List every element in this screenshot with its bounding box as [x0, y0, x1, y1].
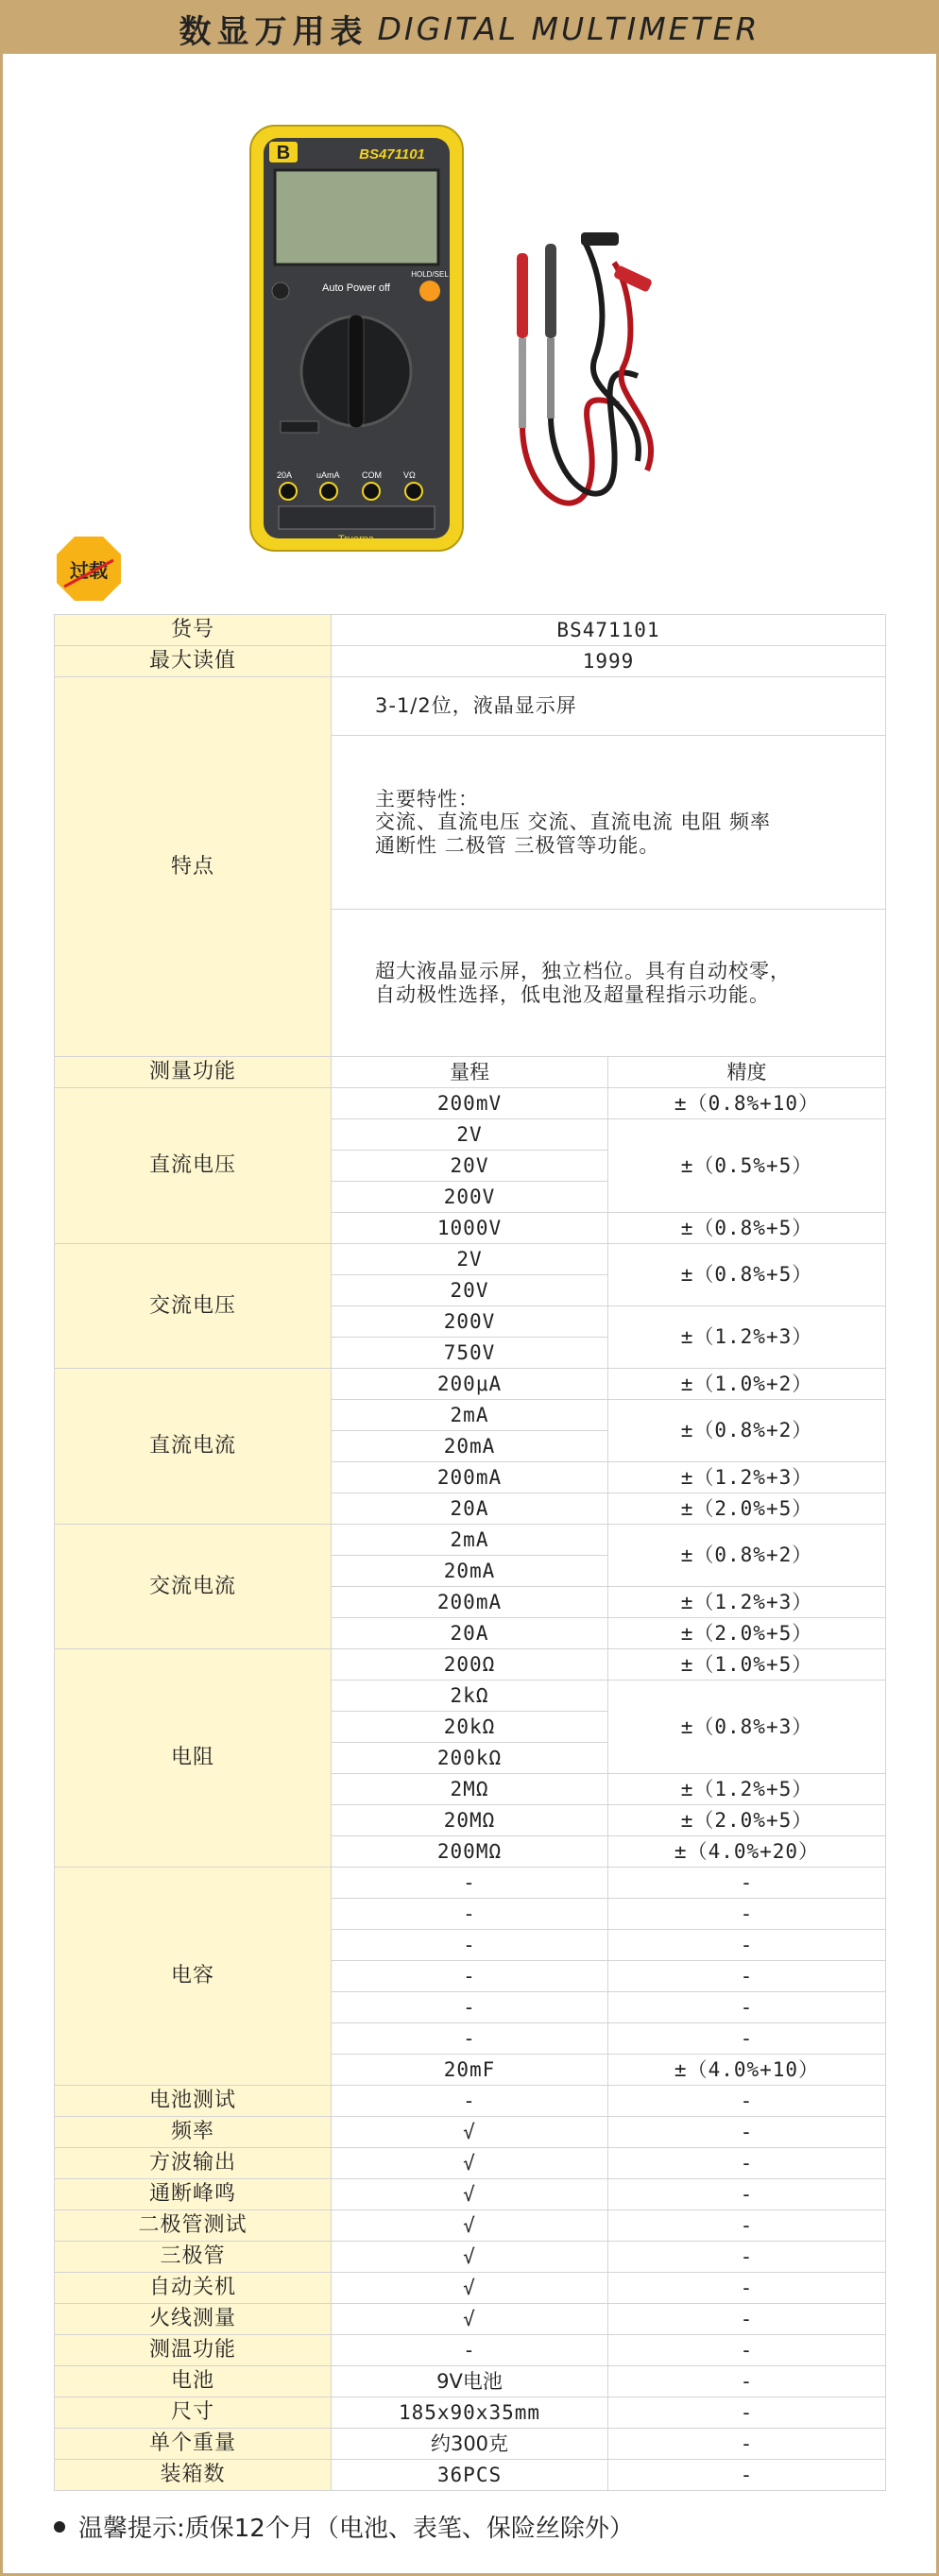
accuracy-cell: -: [608, 2242, 886, 2273]
range-cell: 20A: [332, 1618, 608, 1649]
accuracy-cell: ±（1.2%+5）: [608, 1774, 886, 1805]
accuracy-cell: -: [608, 1868, 886, 1899]
measure-function-header: 测量功能: [55, 1057, 332, 1088]
accuracy-cell: -: [608, 1992, 886, 2023]
spec-table: [54, 614, 886, 2491]
overload-badge-text: 过载: [70, 559, 108, 582]
buzzer-value: √: [332, 2179, 608, 2210]
accuracy-cell: -: [608, 2179, 886, 2210]
port-label-com: COM: [362, 470, 382, 480]
live-wire-label: 火线测量: [55, 2304, 332, 2335]
device-model-label: BS471101: [359, 146, 425, 162]
range-cell: 200V: [332, 1306, 608, 1338]
range-cell: 2kΩ: [332, 1680, 608, 1712]
max-reading-label: 最大读值: [55, 646, 332, 677]
accuracy-cell: ±（1.0%+2）: [608, 1369, 886, 1400]
sku-label: 货号: [55, 615, 332, 646]
diode-test-label: 二极管测试: [55, 2210, 332, 2242]
accuracy-cell: ±（1.2%+3）: [608, 1306, 886, 1369]
range-cell: 750V: [332, 1338, 608, 1369]
range-cell: 2V: [332, 1244, 608, 1275]
range-cell: 20mF: [332, 2055, 608, 2086]
range-cell: -: [332, 1930, 608, 1961]
accuracy-cell: -: [608, 1930, 886, 1961]
accuracy-cell: ±（2.0%+5）: [608, 1618, 886, 1649]
temperature-value: -: [332, 2335, 608, 2366]
max-reading-value: 1999: [332, 646, 886, 677]
accuracy-cell: ±（1.2%+3）: [608, 1462, 886, 1493]
accuracy-cell: -: [608, 2023, 886, 2055]
accuracy-cell: -: [608, 2210, 886, 2242]
page-header: [3, 3, 936, 54]
range-cell: 20mA: [332, 1556, 608, 1587]
features-line: 主要特性：: [375, 788, 479, 811]
accuracy-cell: ±（0.8%+3）: [608, 1680, 886, 1774]
multimeter-device: [250, 126, 463, 551]
range-cell: 200MΩ: [332, 1836, 608, 1868]
range-cell: 200V: [332, 1182, 608, 1213]
features-cell-3: [332, 910, 886, 1057]
accuracy-cell: ±（2.0%+5）: [608, 1493, 886, 1525]
brand-logo: B: [276, 143, 291, 163]
overload-badge: [55, 535, 123, 603]
test-leads: [517, 232, 653, 503]
features-cell-2: [332, 736, 886, 910]
accuracy-cell: -: [608, 1899, 886, 1930]
features-line: 自动极性选择，低电池及超量程指示功能。: [375, 982, 770, 1006]
accuracy-cell: -: [608, 1961, 886, 1992]
temperature-label: 测温功能: [55, 2335, 332, 2366]
accuracy-cell: ±（0.8%+10）: [608, 1088, 886, 1119]
range-cell: 2V: [332, 1119, 608, 1151]
weight-label: 单个重量: [55, 2429, 332, 2460]
weight-value: 约300克: [332, 2429, 608, 2460]
transistor-label: 三极管: [55, 2242, 332, 2273]
battery-test-label: 电池测试: [55, 2086, 332, 2117]
accuracy-cell: ±（1.0%+5）: [608, 1649, 886, 1680]
auto-off-value: √: [332, 2273, 608, 2304]
features-cell-1: [332, 677, 886, 736]
accuracy-cell: -: [608, 2429, 886, 2460]
hold-button-label: HOLD/SEL: [411, 270, 449, 279]
resistance-label: 电阻: [55, 1649, 332, 1868]
features-line: 交流、直流电压 交流、直流电流 电阻 频率: [375, 810, 772, 834]
features-label: 特点: [55, 677, 332, 1057]
accuracy-cell: -: [608, 2304, 886, 2335]
range-header: 量程: [332, 1057, 608, 1088]
port-label-uama: uAmA: [316, 470, 340, 480]
accuracy-cell: -: [608, 2366, 886, 2397]
transistor-value: √: [332, 2242, 608, 2273]
accuracy-header: 精度: [608, 1057, 886, 1088]
ac-voltage-label: 交流电压: [55, 1244, 332, 1369]
capacitance-label: 电容: [55, 1868, 332, 2086]
battery-label: 电池: [55, 2366, 332, 2397]
size-value: 185x90x35mm: [332, 2397, 608, 2429]
accuracy-cell: -: [608, 2086, 886, 2117]
range-cell: 2MΩ: [332, 1774, 608, 1805]
box-quantity-value: 36PCS: [332, 2460, 608, 2491]
features-line: 通断性 二极管 三极管等功能。: [375, 833, 660, 857]
buzzer-label: 通断峰鸣: [55, 2179, 332, 2210]
accuracy-cell: -: [608, 2335, 886, 2366]
range-cell: -: [332, 1961, 608, 1992]
features-line: 超大液晶显示屏，独立档位。具有自动校零，: [375, 960, 791, 983]
frequency-value: √: [332, 2117, 608, 2148]
features-line: 3-1/2位，液晶显示屏: [375, 694, 577, 718]
square-wave-value: √: [332, 2148, 608, 2179]
range-cell: 200Ω: [332, 1649, 608, 1680]
range-cell: 1000V: [332, 1213, 608, 1244]
auto-off-label: 自动关机: [55, 2273, 332, 2304]
range-cell: 200mA: [332, 1587, 608, 1618]
live-wire-value: √: [332, 2304, 608, 2335]
range-cell: 200kΩ: [332, 1743, 608, 1774]
range-cell: 20A: [332, 1493, 608, 1525]
battery-value: 9V电池: [332, 2366, 608, 2397]
accuracy-cell: -: [608, 2397, 886, 2429]
device-brand-name: Truerna: [337, 534, 375, 545]
accuracy-cell: -: [608, 2460, 886, 2491]
accuracy-cell: ±（0.8%+2）: [608, 1525, 886, 1587]
accuracy-cell: -: [608, 2273, 886, 2304]
accuracy-cell: ±（0.5%+5）: [608, 1119, 886, 1213]
range-cell: 200mV: [332, 1088, 608, 1119]
box-quantity-label: 装箱数: [55, 2460, 332, 2491]
accuracy-cell: ±（4.0%+10）: [608, 2055, 886, 2086]
accuracy-cell: -: [608, 2117, 886, 2148]
accuracy-cell: ±（0.8%+5）: [608, 1244, 886, 1306]
range-cell: 20V: [332, 1275, 608, 1306]
range-cell: 20V: [332, 1151, 608, 1182]
accuracy-cell: ±（2.0%+5）: [608, 1805, 886, 1836]
range-cell: 200μA: [332, 1369, 608, 1400]
sku-value: BS471101: [332, 615, 886, 646]
range-cell: -: [332, 2023, 608, 2055]
range-cell: 2mA: [332, 1400, 608, 1431]
range-cell: 200mA: [332, 1462, 608, 1493]
frequency-label: 频率: [55, 2117, 332, 2148]
title-chinese: 数显万用表: [179, 12, 368, 51]
size-label: 尺寸: [55, 2397, 332, 2429]
title-english: DIGITAL MULTIMETER: [377, 9, 760, 47]
dc-voltage-label: 直流电压: [55, 1088, 332, 1244]
warranty-note-text: 温馨提示:质保12个月（电池、表笔、保险丝除外）: [78, 2515, 634, 2543]
port-label-v: VΩ: [403, 470, 416, 480]
accuracy-cell: ±（0.8%+2）: [608, 1400, 886, 1462]
accuracy-cell: ±（1.2%+3）: [608, 1587, 886, 1618]
range-cell: 20mA: [332, 1431, 608, 1462]
ac-current-label: 交流电流: [55, 1525, 332, 1649]
range-cell: -: [332, 1992, 608, 2023]
accuracy-cell: ±（0.8%+5）: [608, 1213, 886, 1244]
product-photo: [241, 121, 713, 555]
range-cell: -: [332, 1868, 608, 1899]
warranty-note: [54, 2509, 634, 2544]
range-cell: 2mA: [332, 1525, 608, 1556]
accuracy-cell: ±（4.0%+20）: [608, 1836, 886, 1868]
accuracy-cell: -: [608, 2148, 886, 2179]
range-cell: 20MΩ: [332, 1805, 608, 1836]
dc-current-label: 直流电流: [55, 1369, 332, 1525]
auto-power-off-label: Auto Power off: [322, 282, 390, 294]
diode-test-value: √: [332, 2210, 608, 2242]
port-label-20a: 20A: [277, 470, 293, 480]
battery-test-value: -: [332, 2086, 608, 2117]
bullet-icon: [54, 2521, 65, 2533]
range-cell: -: [332, 1899, 608, 1930]
square-wave-label: 方波输出: [55, 2148, 332, 2179]
range-cell: 20kΩ: [332, 1712, 608, 1743]
